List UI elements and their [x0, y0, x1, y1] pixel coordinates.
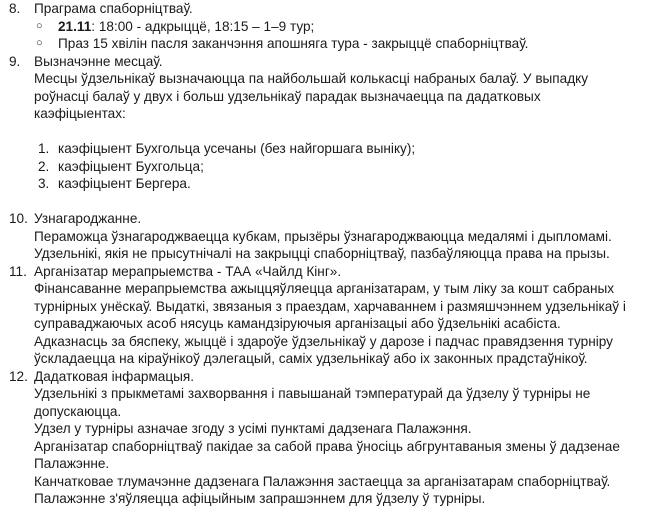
- list-item: [0, 175, 650, 193]
- list-item: [0, 140, 650, 158]
- list-number: 1.: [38, 141, 50, 156]
- section-paragraph: Арганізатар спаборніцтваў пакідае за сабой права ўносіць абгрунтаваныя змены ў дадзенае Палажэнне.: [34, 438, 620, 471]
- section-title: Дадатковая інфармацыя.: [34, 368, 195, 384]
- list-item: [0, 158, 650, 176]
- circle-bullet-icon: ○: [36, 19, 43, 32]
- section-title: Праграма спаборніцтваў.: [34, 1, 193, 16]
- section-number: 10.: [9, 211, 28, 226]
- list-text: каэфіцыент Бухгольца усечаны (без найгоршага выніку);: [58, 141, 416, 156]
- section-title: Узнагароджанне.: [34, 211, 142, 226]
- section-12: [0, 368, 650, 508]
- section-number: 12.: [9, 368, 28, 384]
- bullet-item: [0, 35, 650, 53]
- section-paragraph: Фінансаванне мерапрыемства ажыццяўляецца арганізатарам, у тым ліку за кошт сабраных турнірных унёскаў. Выдаткі, звязаныя з праездам, харчаваннем і размяшчэннем удзельнікаў і суправаджаючых асоб нясуць камандзіруючыя арганізацыі або ўдзельнікі асабіста.: [34, 281, 626, 331]
- list-number: 2.: [38, 158, 50, 174]
- list-text: каэфіцыент Бухгольца;: [58, 158, 204, 174]
- list-number: 3.: [38, 176, 50, 191]
- section-paragraph: Удзел у турніры азначае згоду з усімі пунктамі дадзенага Палажэння.: [34, 421, 472, 436]
- section-10: [0, 210, 650, 263]
- closing-text: Праз 15 хвілін пасля заканчэння апошняга тура - закрыццё спаборніцтваў.: [58, 36, 529, 51]
- section-paragraph: Удзельнікі, якія не прысутнічалі на закрыцці спаборніцтваў, пазбаўляюцца права на прызы.: [34, 246, 610, 261]
- section-paragraph: Удзельнікі з прыкметамі захворвання і павышанай тэмпературай да ўдзелу ў турніры не допускаюцца.: [34, 386, 591, 419]
- section-number: 9.: [9, 53, 21, 69]
- schedule-text: : 18:00 - адкрыццё, 18:15 – 1–9 тур;: [91, 18, 315, 34]
- section-9: [0, 53, 650, 123]
- section-number: 11.: [9, 263, 27, 279]
- section-paragraph: Пераможца ўзнагароджваецца кубкам, прызёры ўзнагароджваюцца медалямі і дыпломамі.: [34, 228, 612, 244]
- section-paragraph: Месцы ўдзельнікаў вызначаюцца па найбольшай колькасці набраных балаў. У выпадку роўнасці балаў у двух і больш удзельнікаў парадак вызначаецца па дадатковых каэфіцыентах:: [34, 71, 589, 121]
- section-paragraph: Канчатковае тлумачэнне дадзенага Палажэння застаецца за арганізатарам спаборніцтваў.: [34, 473, 611, 489]
- section-11: [0, 263, 650, 368]
- section-title: Арганізатар мерапрыемства - ТАА «Чайлд Кінг».: [34, 263, 342, 279]
- section-paragraph: Палажэнне з'яўляецца афіцыйным запрашэннем для ўдзелу ў турніры.: [34, 491, 486, 506]
- circle-bullet-icon: ○: [36, 37, 43, 49]
- section-paragraph: Адказнасць за бяспеку, жыццё і здароўе ўдзельнікаў у дарозе і падчас правядзення турніру ўскладаецца на кіраўнікоў дэлегацый, саміх удзельнікаў або іх законных прадстаўнікоў.: [34, 333, 613, 366]
- section-title: Вызначэнне месцаў.: [34, 53, 163, 69]
- section-number: 8.: [9, 1, 21, 16]
- list-text: каэфіцыент Бергера.: [58, 176, 191, 191]
- section-8: [0, 0, 650, 18]
- date-label: 21.11: [58, 18, 92, 34]
- bullet-item: [0, 18, 650, 36]
